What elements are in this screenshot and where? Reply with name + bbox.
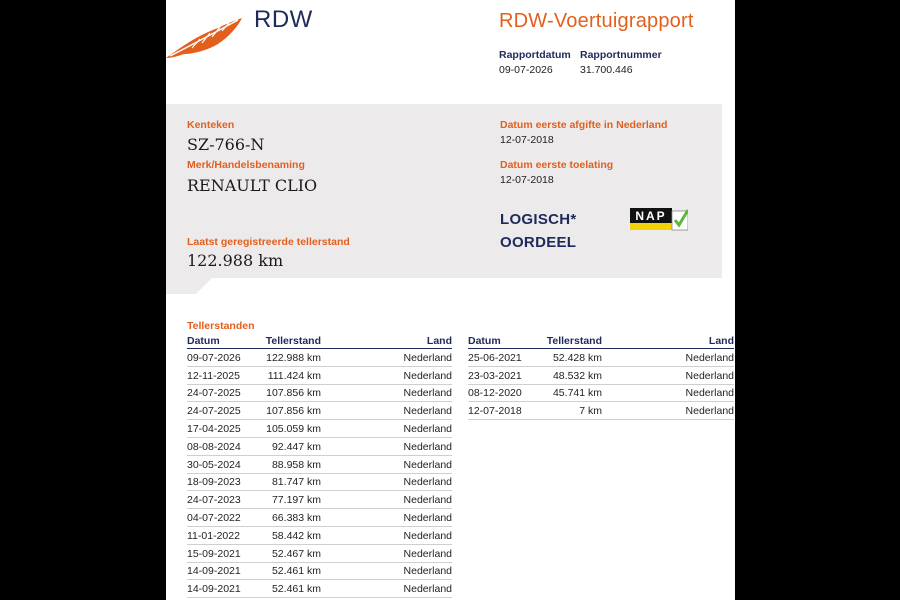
cell-date: 30-05-2024 bbox=[187, 458, 241, 471]
plate-label: Kenteken bbox=[187, 119, 235, 131]
header-country: Land bbox=[426, 335, 452, 347]
cell-country: Nederland bbox=[403, 369, 452, 382]
cell-reading: 105.059 km bbox=[266, 422, 321, 435]
cell-reading: 52.428 km bbox=[552, 351, 602, 364]
odometer-readings-title: Tellerstanden bbox=[187, 320, 255, 332]
cell-country: Nederland bbox=[685, 405, 734, 418]
cell-country: Nederland bbox=[403, 565, 452, 578]
make-value: RENAULT CLIO bbox=[187, 176, 318, 195]
report-date-value: 09-07-2026 bbox=[499, 64, 553, 76]
table-row bbox=[187, 580, 452, 598]
cell-country: Nederland bbox=[403, 351, 452, 364]
cell-country: Nederland bbox=[685, 351, 734, 364]
header-reading: Tellerstand bbox=[265, 335, 321, 347]
cell-date: 12-07-2018 bbox=[468, 405, 522, 418]
table-row bbox=[187, 420, 452, 438]
panel-notch bbox=[166, 278, 212, 294]
table-row bbox=[187, 509, 452, 527]
table-header bbox=[187, 335, 452, 349]
cell-country: Nederland bbox=[685, 387, 734, 400]
cell-reading: 52.461 km bbox=[271, 565, 321, 578]
cell-country: Nederland bbox=[403, 547, 452, 560]
table-row bbox=[187, 491, 452, 509]
cell-date: 12-11-2025 bbox=[187, 369, 240, 382]
cell-country: Nederland bbox=[403, 494, 452, 507]
cell-date: 24-07-2023 bbox=[187, 494, 241, 507]
cell-date: 25-06-2021 bbox=[468, 351, 522, 364]
cell-reading: 52.461 km bbox=[271, 583, 321, 596]
table-row bbox=[468, 367, 734, 385]
odometer-label: Laatst geregistreerde tellerstand bbox=[187, 236, 350, 248]
header-country: Land bbox=[708, 335, 734, 347]
first-registration-nl-value: 12-07-2018 bbox=[500, 134, 554, 146]
cell-country: Nederland bbox=[403, 529, 452, 542]
cell-reading: 45.741 km bbox=[552, 387, 602, 400]
plate-value: SZ-766-N bbox=[187, 135, 265, 154]
verdict-line-1: LOGISCH* bbox=[500, 211, 577, 228]
cell-date: 17-04-2025 bbox=[187, 422, 241, 435]
cell-date: 11-01-2022 bbox=[187, 529, 240, 542]
cell-country: Nederland bbox=[685, 369, 734, 382]
cell-date: 24-07-2025 bbox=[187, 405, 241, 418]
report-title: RDW-Voertuigrapport bbox=[499, 10, 694, 32]
header-date: Datum bbox=[468, 335, 501, 347]
verdict-line-2: OORDEEL bbox=[500, 234, 577, 251]
cell-reading: 77.197 km bbox=[271, 494, 321, 507]
header-date: Datum bbox=[187, 335, 220, 347]
odometer-value: 122.988 km bbox=[187, 251, 284, 270]
cell-country: Nederland bbox=[403, 422, 452, 435]
cell-country: Nederland bbox=[403, 511, 452, 524]
cell-reading: 66.383 km bbox=[271, 511, 321, 524]
readings-table-right bbox=[468, 335, 734, 420]
vehicle-summary-panel bbox=[166, 104, 722, 278]
cell-date: 09-07-2026 bbox=[187, 351, 241, 364]
cell-reading: 48.532 km bbox=[552, 369, 602, 382]
cell-date: 08-12-2020 bbox=[468, 387, 522, 400]
cell-reading: 107.856 km bbox=[266, 387, 321, 400]
table-row bbox=[468, 402, 734, 420]
cell-country: Nederland bbox=[403, 387, 452, 400]
nap-logo-text: NAP bbox=[635, 209, 667, 223]
report-number-value: 31.700.446 bbox=[580, 64, 633, 76]
table-row bbox=[187, 545, 452, 563]
cell-date: 23-03-2021 bbox=[468, 369, 522, 382]
report-page bbox=[166, 0, 735, 600]
cell-reading: 92.447 km bbox=[271, 440, 321, 453]
table-row bbox=[187, 385, 452, 403]
cell-reading: 122.988 km bbox=[266, 351, 321, 364]
cell-date: 04-07-2022 bbox=[187, 511, 241, 524]
table-row bbox=[187, 438, 452, 456]
table-row bbox=[187, 456, 452, 474]
cell-date: 14-09-2021 bbox=[187, 583, 241, 596]
brand-name: RDW bbox=[254, 6, 313, 33]
table-row bbox=[187, 402, 452, 420]
rdw-feather-logo-icon bbox=[166, 14, 242, 62]
table-row bbox=[187, 367, 452, 385]
cell-reading: 111.424 km bbox=[267, 369, 321, 382]
cell-date: 18-09-2023 bbox=[187, 476, 241, 489]
cell-reading: 7 km bbox=[579, 405, 602, 418]
report-number-label: Rapportnummer bbox=[580, 49, 662, 61]
report-date-label: Rapportdatum bbox=[499, 49, 571, 61]
cell-date: 08-08-2024 bbox=[187, 440, 241, 453]
cell-date: 14-09-2021 bbox=[187, 565, 241, 578]
table-row bbox=[187, 563, 452, 581]
table-row bbox=[187, 527, 452, 545]
make-label: Merk/Handelsbenaming bbox=[187, 159, 305, 171]
first-admission-label: Datum eerste toelating bbox=[500, 159, 614, 171]
cell-reading: 52.467 km bbox=[271, 547, 321, 560]
table-row bbox=[187, 349, 452, 367]
table-row bbox=[468, 385, 734, 403]
readings-table-left bbox=[187, 335, 452, 598]
cell-reading: 88.958 km bbox=[271, 458, 321, 471]
first-registration-nl-label: Datum eerste afgifte in Nederland bbox=[500, 119, 668, 131]
cell-date: 24-07-2025 bbox=[187, 387, 241, 400]
cell-country: Nederland bbox=[403, 440, 452, 453]
cell-country: Nederland bbox=[403, 583, 452, 596]
header-reading: Tellerstand bbox=[546, 335, 602, 347]
cell-reading: 107.856 km bbox=[266, 405, 321, 418]
cell-country: Nederland bbox=[403, 458, 452, 471]
table-row bbox=[468, 349, 734, 367]
cell-country: Nederland bbox=[403, 476, 452, 489]
cell-reading: 81.747 km bbox=[271, 476, 321, 489]
cell-country: Nederland bbox=[403, 405, 452, 418]
first-admission-value: 12-07-2018 bbox=[500, 174, 554, 186]
cell-reading: 58.442 km bbox=[271, 529, 321, 542]
table-row bbox=[187, 474, 452, 492]
nap-check-icon bbox=[630, 208, 688, 232]
cell-date: 15-09-2021 bbox=[187, 547, 241, 560]
table-header bbox=[468, 335, 734, 349]
